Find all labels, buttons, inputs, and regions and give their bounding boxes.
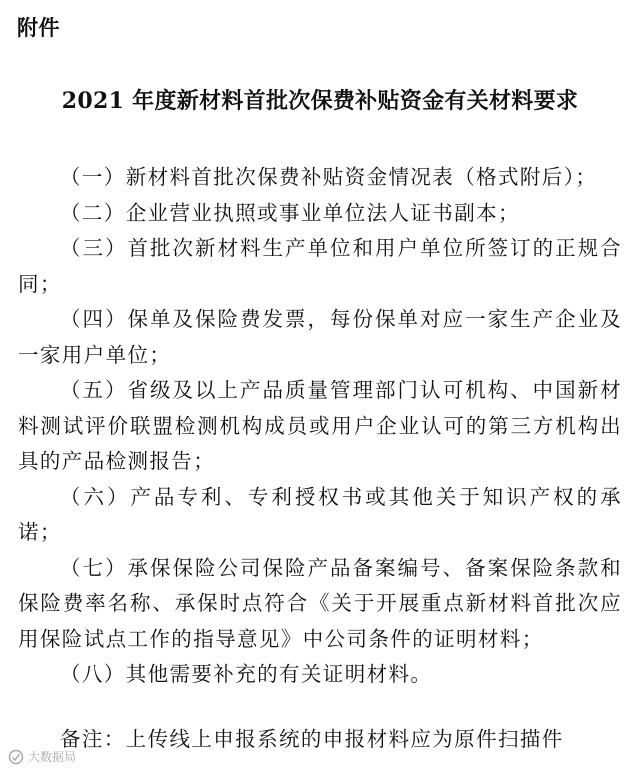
watermark-text: 大数据局	[28, 750, 77, 764]
requirement-item-4: （四）保单及保险费发票，每份保单对应一家生产企业及一家用户单位；	[18, 307, 622, 367]
requirement-item-2: （二）企业营业执照或事业单位法人证书副本；	[60, 200, 520, 225]
requirements-list	[18, 160, 622, 693]
attachment-label: 附件	[17, 16, 60, 40]
document-title: 2021 年度新材料首批次保费补贴资金有关材料要求	[61, 88, 579, 114]
requirement-item-6: （六）产品专利、专利授权书或其他关于知识产权的承诺；	[18, 484, 622, 544]
requirement-item-5: （五）省级及以上产品质量管理部门认可机构、中国新材料测试评价联盟检测机构成员或用户企业认可的第三方机构出具的产品检测报告；	[18, 378, 622, 473]
remark-note: 备注：上传线上申报系统的申报材料应为原件扫描件	[60, 727, 564, 751]
watermark-logo-icon	[8, 749, 24, 765]
requirement-item-1: （一）新材料首批次保费补贴资金情况表（格式附后）；	[60, 165, 598, 189]
watermark	[8, 748, 76, 765]
requirement-item-8: （八）其他需要补充的有关证明材料。	[60, 662, 433, 686]
requirement-item-3: （三）首批次新材料生产单位和用户单位所签订的正规合同；	[18, 236, 622, 296]
requirement-item-7: （七）承保保险公司保险产品备案编号、备案保险条款和保险费率名称、承保时点符合《关于开展重点新材料首批次应用保险试点工作的指导意见》中公司条件的证明材料；	[18, 555, 622, 651]
